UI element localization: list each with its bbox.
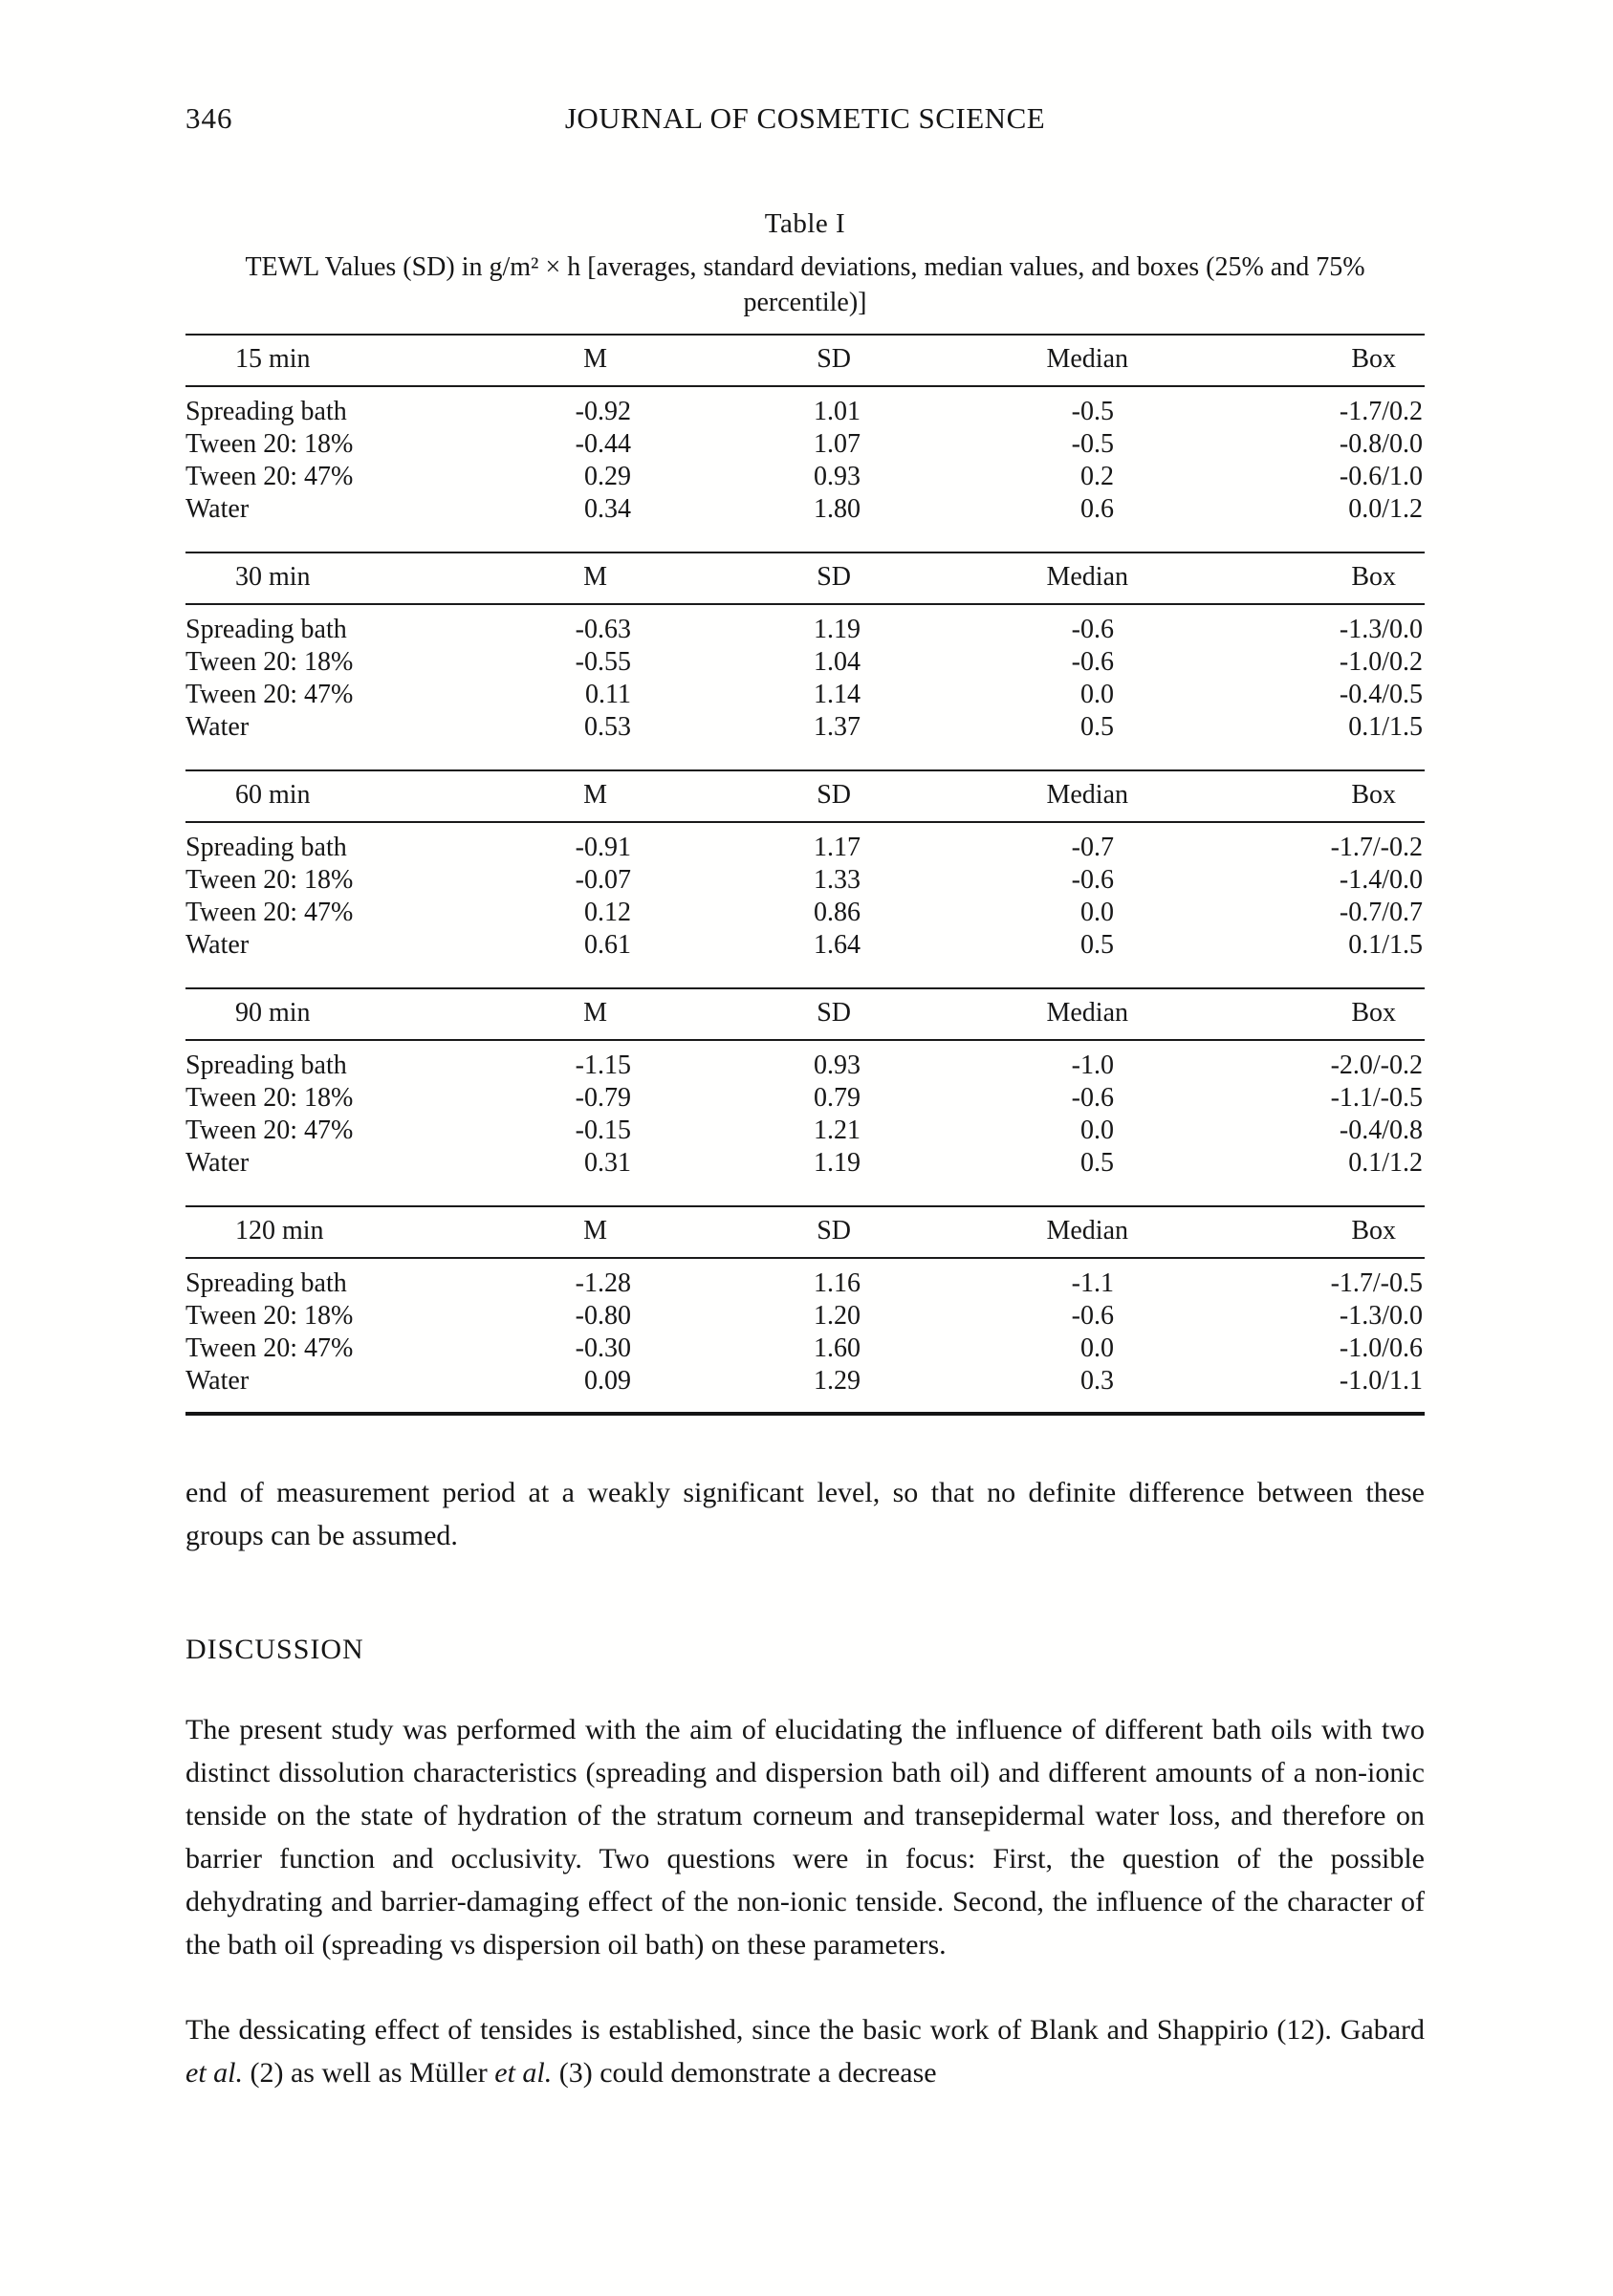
journal-title: JOURNAL OF COSMETIC SCIENCE [564,101,1046,135]
cell-m: -0.91 [575,833,631,862]
column-header-box: Box [1351,780,1396,810]
cell-median: -0.7 [1071,833,1114,862]
cell-m: -0.44 [575,429,631,459]
cell-box: 0.0/1.2 [1348,494,1423,524]
tewl-table [185,334,1425,1416]
cell-box: -1.0/0.2 [1339,647,1423,677]
cell-sd: 0.86 [814,898,861,927]
table-section-rows [185,1259,1425,1412]
cell-label: Tween 20: 47% [185,1116,354,1145]
column-header-median: Median [1046,344,1128,374]
cell-m: 0.11 [585,680,631,709]
cell-m: -1.15 [575,1051,631,1080]
cell-m: -0.30 [575,1333,631,1363]
cell-sd: 1.37 [814,712,861,742]
column-header-sd: SD [817,1216,851,1245]
column-header-median: Median [1046,562,1128,592]
table-section-header [185,334,1425,387]
cell-median: 0.5 [1080,1148,1114,1178]
column-header-time: 30 min [235,562,311,592]
column-header-m: M [583,344,607,374]
cell-box: -1.1/-0.5 [1330,1083,1423,1113]
table-section-header [185,987,1425,1041]
cell-median: 0.2 [1080,462,1114,491]
column-header-median: Median [1046,1216,1128,1245]
cell-median: -0.6 [1071,615,1114,644]
cell-sd: 1.04 [814,647,861,677]
cell-median: -0.5 [1071,429,1114,459]
table-row [185,711,1425,744]
cell-box: -1.7/-0.5 [1330,1268,1423,1298]
cell-box: -1.4/0.0 [1339,865,1423,895]
cell-m: -0.79 [575,1083,631,1113]
table-row [185,396,1425,428]
running-head [185,101,1425,136]
column-header-sd: SD [817,998,851,1028]
table-row [185,1082,1425,1115]
table-section-rows [185,1041,1425,1194]
cell-sd: 1.07 [814,429,861,459]
column-header-sd: SD [817,780,851,810]
table-section-header [185,1205,1425,1259]
cell-median: 0.0 [1080,898,1114,927]
column-header-m: M [583,1216,607,1245]
cell-sd: 1.21 [814,1116,861,1145]
cell-median: 0.0 [1080,680,1114,709]
cell-m: -1.28 [575,1268,631,1298]
paragraph-continuation: end of measurement period at a weakly significant level, so that no definite difference between these groups can be assumed. [185,1477,1425,1551]
cell-box: -1.0/0.6 [1339,1333,1423,1363]
cell-label: Tween 20: 18% [185,429,354,459]
cell-m: 0.09 [584,1366,631,1396]
column-header-time: 15 min [235,344,311,374]
column-header-sd: SD [817,344,851,374]
cell-label: Tween 20: 18% [185,1301,354,1331]
cell-label: Tween 20: 47% [185,898,354,927]
cell-sd: 1.16 [814,1268,861,1298]
column-header-box: Box [1351,998,1396,1028]
cell-m: -0.92 [575,397,631,426]
table-row [185,1300,1425,1332]
table-row [185,832,1425,864]
cell-sd: 1.64 [814,930,861,960]
cell-box: -0.7/0.7 [1339,898,1423,927]
column-header-box: Box [1351,1216,1396,1245]
cell-box: -1.7/-0.2 [1330,833,1423,862]
cell-label: Water [185,1148,250,1178]
cell-label: Water [185,712,250,742]
table-row [185,646,1425,679]
table-section-90min [185,987,1425,1194]
cell-label: Tween 20: 18% [185,865,354,895]
cell-label: Spreading bath [185,833,347,862]
cell-sd: 1.01 [814,397,861,426]
column-header-time: 90 min [235,998,311,1028]
cell-m: -0.15 [575,1116,631,1145]
cell-sd: 1.19 [814,615,861,644]
table-section-rows [185,823,1425,976]
cell-median: 0.0 [1080,1333,1114,1363]
table-row [185,929,1425,962]
table-section-header [185,769,1425,823]
cell-sd: 1.20 [814,1301,861,1331]
cell-sd: 1.14 [814,680,861,709]
page-number: 346 [185,101,233,135]
table-row [185,428,1425,461]
cell-median: -0.6 [1071,1083,1114,1113]
cell-sd: 0.79 [814,1083,861,1113]
cell-m: 0.31 [584,1148,631,1178]
table-row [185,1267,1425,1300]
column-header-m: M [583,562,607,592]
table-row [185,1115,1425,1147]
cell-m: 0.34 [584,494,631,524]
et-al-italic: et al. [185,2057,243,2089]
column-header-box: Box [1351,344,1396,374]
cell-median: 0.5 [1080,930,1114,960]
table-section-rows [185,605,1425,758]
cell-box: -1.0/1.1 [1339,1366,1423,1396]
cell-sd: 1.60 [814,1333,861,1363]
table-row [185,1050,1425,1082]
table-row [185,614,1425,646]
cell-sd: 0.93 [814,1051,861,1080]
cell-label: Spreading bath [185,1268,347,1298]
column-header-m: M [583,780,607,810]
cell-label: Spreading bath [185,1051,347,1080]
cell-label: Tween 20: 47% [185,462,354,491]
table-row [185,1147,1425,1180]
cell-box: -0.4/0.5 [1339,680,1423,709]
table-caption [185,206,1425,320]
column-header-sd: SD [817,562,851,592]
cell-m: 0.61 [584,930,631,960]
cell-m: 0.12 [584,898,631,927]
cell-sd: 1.29 [814,1366,861,1396]
cell-label: Water [185,1366,250,1396]
cell-median: -0.5 [1071,397,1114,426]
cell-label: Tween 20: 47% [185,1333,354,1363]
table-section-60min [185,769,1425,976]
cell-box: -1.3/0.0 [1339,1301,1423,1331]
text-run: The dessicating effect of tensides is established, since the basic work of Blank and Shappirio (12). Gabard [185,2014,1425,2046]
table-title: Table I [764,208,846,239]
discussion-heading: DISCUSSION [185,1634,364,1665]
cell-m: -0.55 [575,647,631,677]
cell-m: -0.80 [575,1301,631,1331]
column-header-time: 120 min [235,1216,324,1245]
cell-median: 0.3 [1080,1366,1114,1396]
cell-label: Spreading bath [185,397,347,426]
cell-label: Tween 20: 18% [185,1083,354,1113]
table-row [185,1365,1425,1397]
cell-median: 0.5 [1080,712,1114,742]
text-run: (3) could demonstrate a decrease [552,2057,937,2089]
paragraph-discussion-1: The present study was performed with the aim of elucidating the influence of different bath oils with two distinct dissolution characteristics (spreading and dispersion bath oil) and different amounts of a non-ionic tenside on the state of hydration of the stratum corneum and transepidermal water loss, and therefore on barrier function and occlusivity. Two questions were in focus: First, the question of the possible dehydrating and barrier-damaging effect of the non-ionic tenside. Second, the influence of the character of the bath oil (spreading vs dispersion oil bath) on these parameters. [185,1714,1425,1960]
cell-box: -0.6/1.0 [1339,462,1423,491]
cell-box: -2.0/-0.2 [1330,1051,1423,1080]
cell-sd: 1.19 [814,1148,861,1178]
table-section-120min [185,1205,1425,1412]
cell-m: -0.07 [575,865,631,895]
cell-median: -1.1 [1071,1268,1114,1298]
column-header-median: Median [1046,998,1128,1028]
cell-m: -0.63 [575,615,631,644]
cell-box: -0.4/0.8 [1339,1116,1423,1145]
cell-sd: 1.80 [814,494,861,524]
cell-sd: 0.93 [814,462,861,491]
cell-m: 0.53 [584,712,631,742]
table-row [185,1332,1425,1365]
cell-sd: 1.33 [814,865,861,895]
cell-label: Tween 20: 18% [185,647,354,677]
cell-box: -1.7/0.2 [1339,397,1423,426]
table-row [185,897,1425,929]
table-row [185,493,1425,526]
table-section-rows [185,387,1425,540]
column-header-box: Box [1351,562,1396,592]
cell-label: Spreading bath [185,615,347,644]
cell-box: 0.1/1.5 [1348,930,1423,960]
column-header-m: M [583,998,607,1028]
cell-box: -1.3/0.0 [1339,615,1423,644]
cell-box: 0.1/1.5 [1348,712,1423,742]
cell-m: 0.29 [584,462,631,491]
cell-label: Water [185,930,250,960]
table-row [185,679,1425,711]
cell-median: -0.6 [1071,865,1114,895]
table-section-15min [185,334,1425,540]
table-row [185,461,1425,493]
table-row [185,864,1425,897]
table-section-header [185,552,1425,605]
cell-median: 0.0 [1080,1116,1114,1145]
cell-label: Tween 20: 47% [185,680,354,709]
column-header-median: Median [1046,780,1128,810]
cell-median: -0.6 [1071,1301,1114,1331]
cell-median: 0.6 [1080,494,1114,524]
cell-label: Water [185,494,250,524]
table-section-30min [185,552,1425,758]
et-al-italic: et al. [494,2057,553,2089]
text-run: (2) as well as Müller [243,2057,495,2089]
table-description: TEWL Values (SD) in g/m² × h [averages, standard deviations, median values, and boxes (25% and 75% percentile)] [245,252,1365,317]
paragraph-discussion-2 [185,2008,1425,2094]
column-header-time: 60 min [235,780,311,810]
cell-box: -0.8/0.0 [1339,429,1423,459]
cell-sd: 1.17 [814,833,861,862]
cell-median: -1.0 [1071,1051,1114,1080]
cell-box: 0.1/1.2 [1348,1148,1423,1178]
cell-median: -0.6 [1071,647,1114,677]
